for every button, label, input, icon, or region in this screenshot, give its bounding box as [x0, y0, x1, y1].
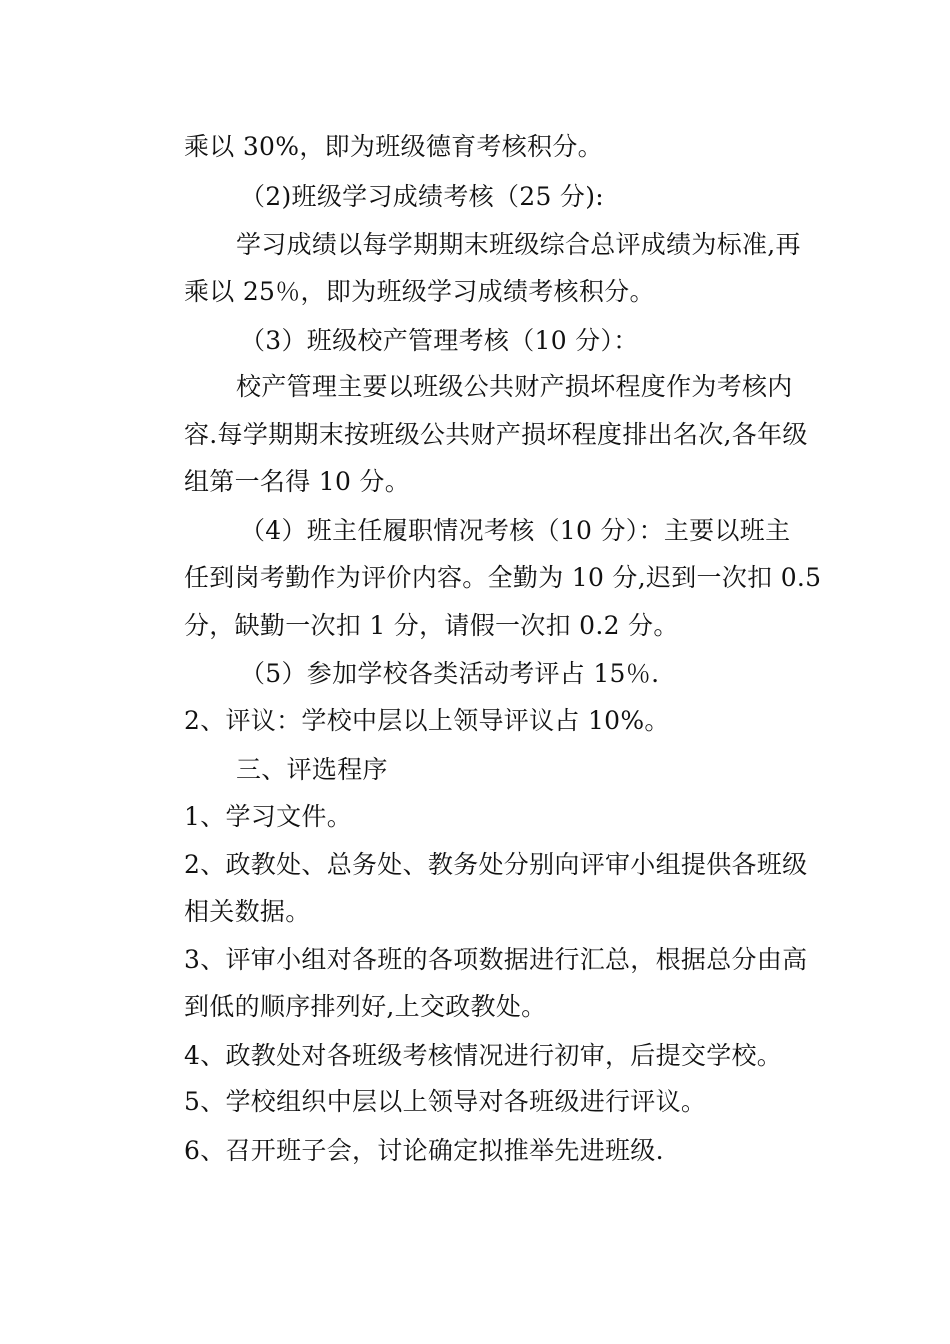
text-line: 任到岗考勤作为评价内容。全勤为 10 分,迟到一次扣 0.5 [184, 563, 822, 592]
text-line: 乘以 25％，即为班级学习成绩考核积分。 [184, 277, 655, 306]
text-line: 组第一名得 10 分。 [184, 467, 411, 496]
text-line: 4、政教处对各班级考核情况进行初审，后提交学校。 [184, 1041, 783, 1070]
text-line: 学习成绩以每学期期末班级综合总评成绩为标准,再 [236, 230, 801, 259]
text-line: 乘以 30%，即为班级德育考核积分。 [184, 132, 603, 161]
text-line: 校产管理主要以班级公共财产损坏程度作为考核内 [236, 372, 793, 401]
text-line: 相关数据。 [184, 897, 311, 926]
text-line: （3）班级校产管理考核（10 分）： [240, 326, 639, 355]
text-line: 2、政教处、总务处、教务处分别向评审小组提供各班级 [184, 850, 808, 879]
text-line: 三、评选程序 [236, 755, 388, 784]
text-line: 容.每学期期末按班级公共财产损坏程度排出名次,各年级 [184, 420, 808, 449]
text-line: 分，缺勤一次扣 1 分，请假一次扣 0.2 分。 [184, 611, 679, 640]
text-line: （5）参加学校各类活动考评占 15％. [240, 659, 660, 688]
text-line: 2、评议：学校中层以上领导评议占 10%。 [184, 706, 670, 735]
text-line: （2)班级学习成绩考核（25 分): [240, 182, 604, 211]
text-line: 3、评审小组对各班的各项数据进行汇总，根据总分由高 [184, 945, 808, 974]
text-line: 5、学校组织中层以上领导对各班级进行评议。 [184, 1087, 707, 1116]
text-line: 1、学习文件。 [184, 802, 353, 831]
text-line: 6、召开班子会，讨论确定拟推举先进班级. [184, 1136, 664, 1165]
text-line: （4）班主任履职情况考核（10 分）：主要以班主 [240, 516, 791, 545]
text-line: 到低的顺序排列好,上交政教处。 [184, 992, 547, 1021]
